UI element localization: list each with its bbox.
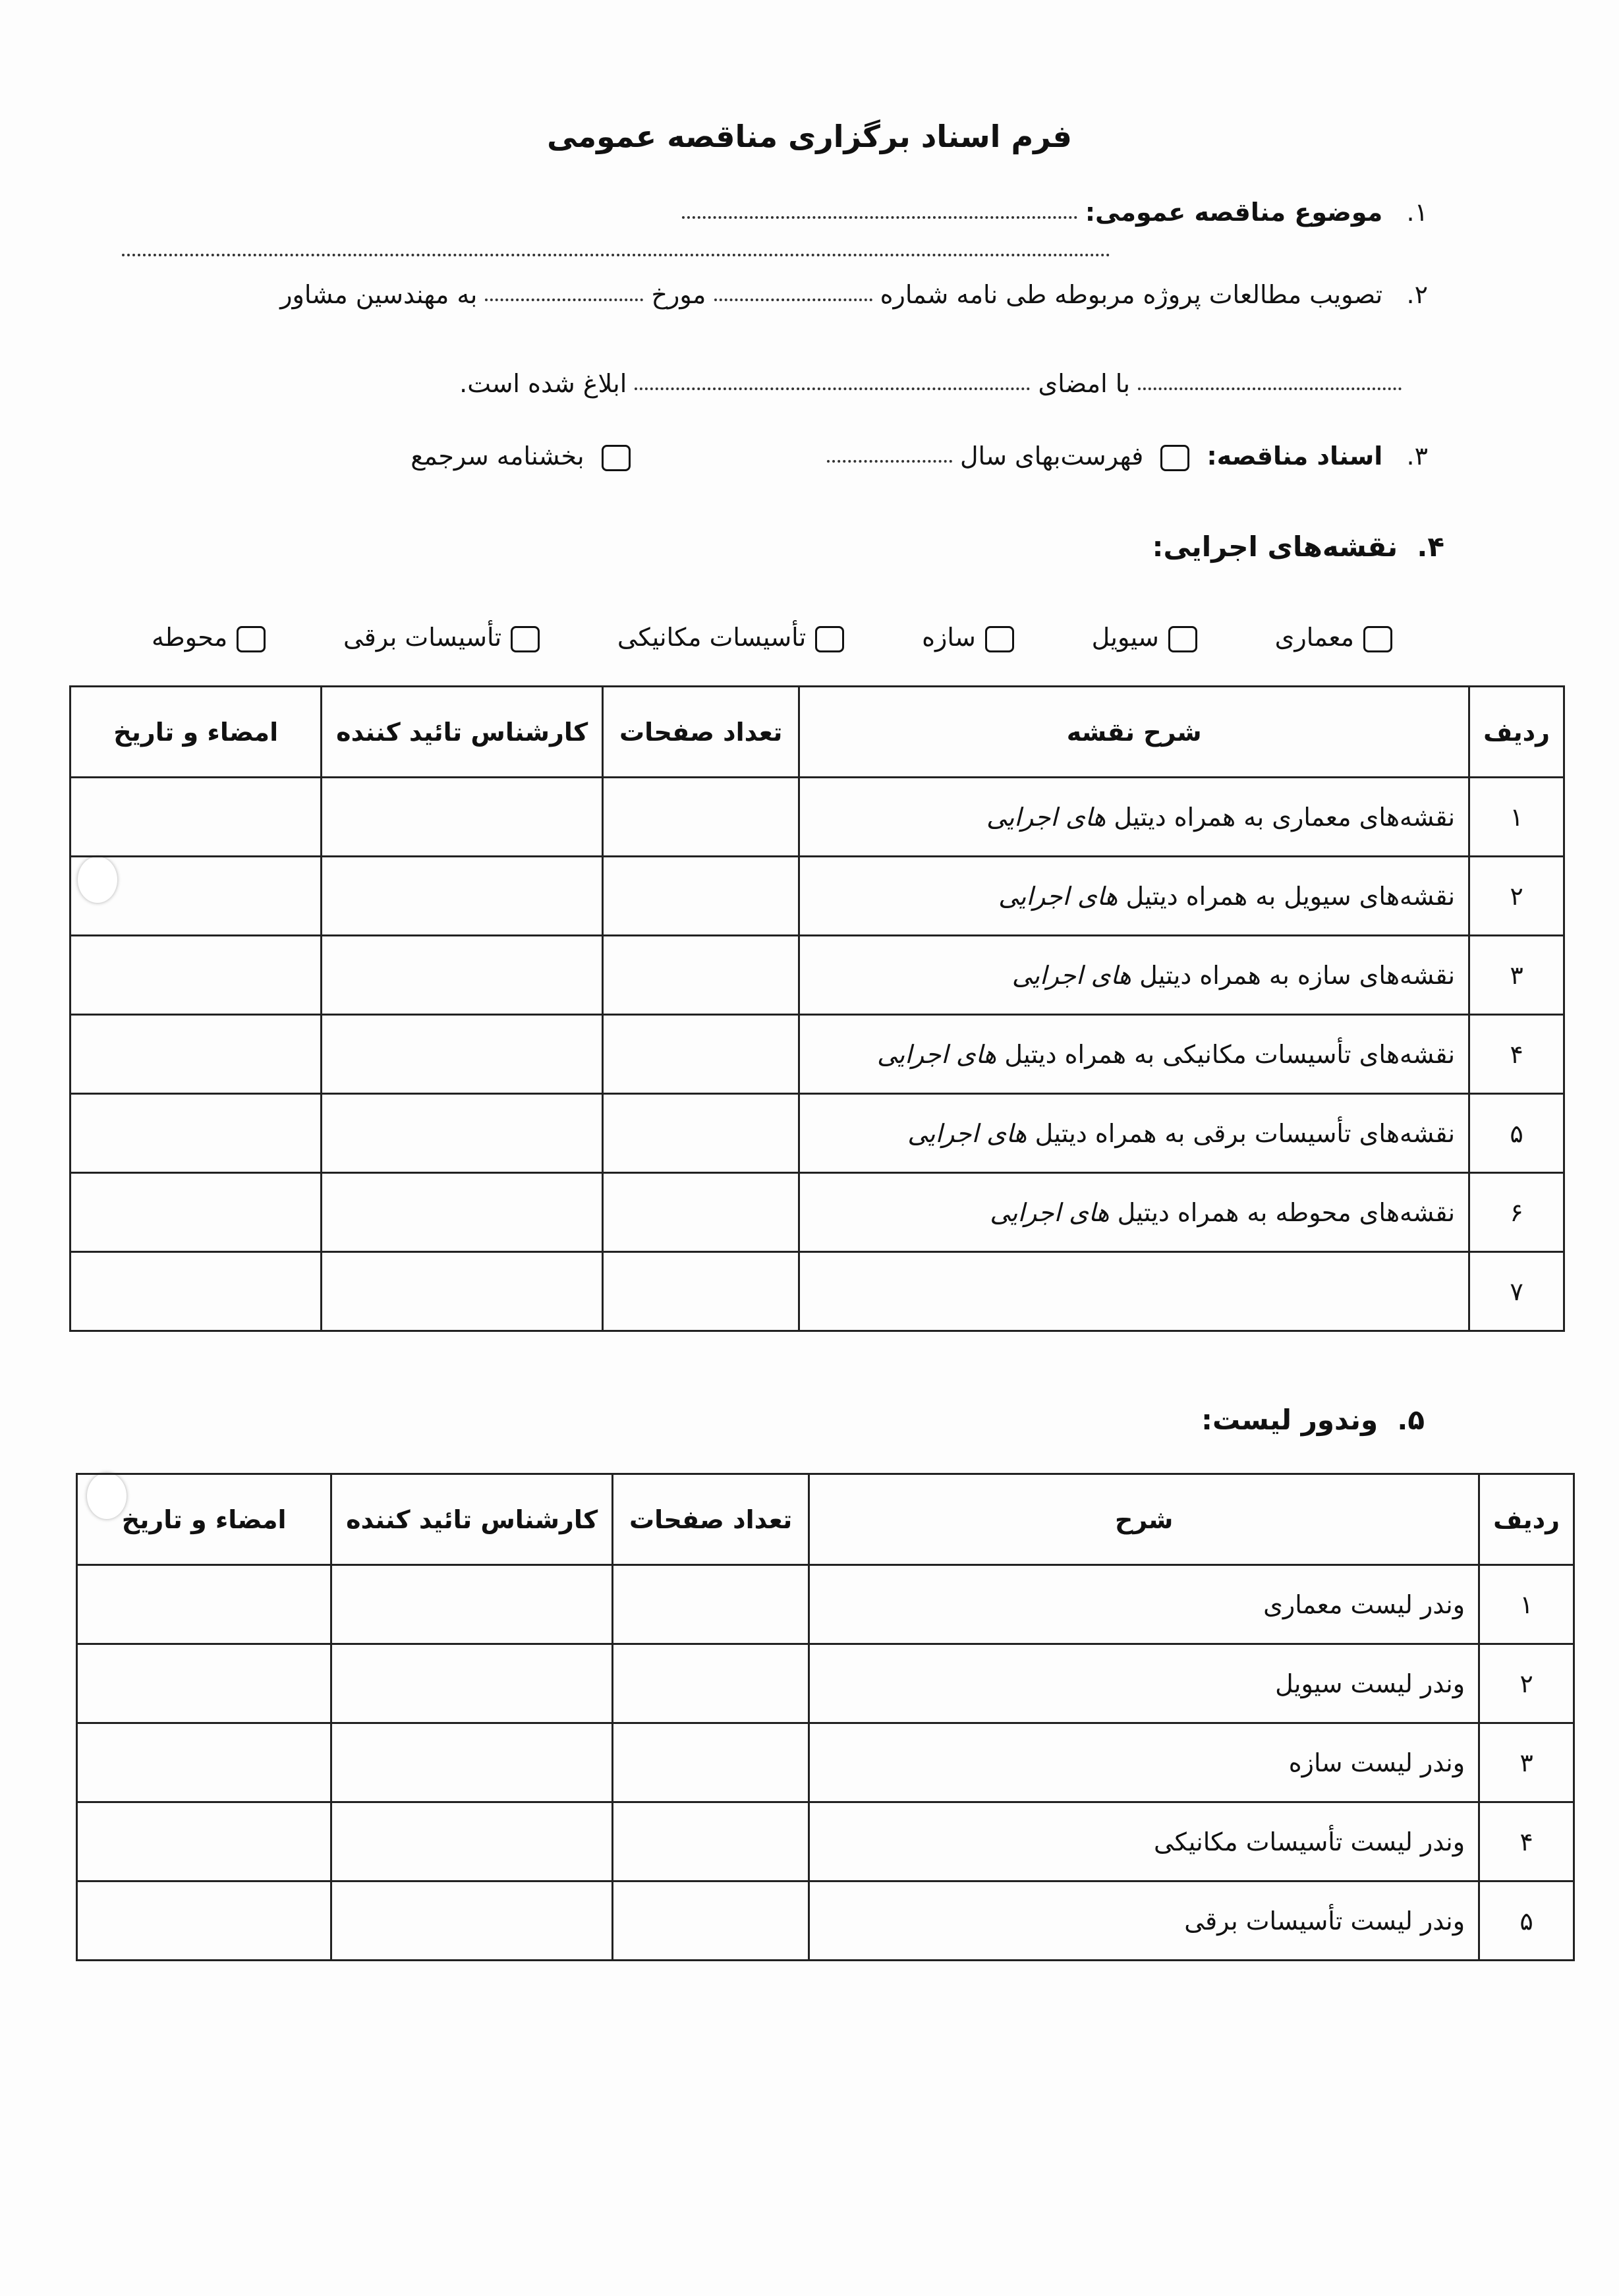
table-row <box>71 778 1564 857</box>
option-label: محوطه <box>152 623 228 652</box>
header-approver: کارشناس تائید کننده <box>322 687 603 778</box>
description-text: وندر لیست معماری <box>1263 1590 1465 1619</box>
row-number: ۳ <box>1469 936 1564 1015</box>
description-text: نقشه‌های سازه به همراه دیتیل <box>1139 960 1456 990</box>
checkbox[interactable] <box>237 626 266 652</box>
page-count-cell[interactable] <box>603 1015 799 1094</box>
table-row <box>77 1802 1574 1881</box>
page-count-cell[interactable] <box>613 1881 809 1961</box>
header-signature-date: امضاء و تاریخ <box>77 1474 331 1565</box>
row-number: ۱ <box>1479 1565 1574 1644</box>
item-number: ۴. <box>1417 531 1444 563</box>
page-count-cell[interactable] <box>603 1173 799 1252</box>
header-row-number: ردیف <box>1479 1474 1574 1565</box>
option-mechanical[interactable] <box>617 623 853 652</box>
checkbox[interactable] <box>985 626 1014 652</box>
table-row <box>71 1252 1564 1331</box>
page-count-cell[interactable] <box>603 936 799 1015</box>
description-suffix: های اجرایی <box>986 802 1106 832</box>
item-number: ۵. <box>1397 1404 1425 1436</box>
option-architecture[interactable] <box>1275 623 1402 652</box>
page-count-cell[interactable] <box>613 1565 809 1644</box>
page-count-cell[interactable] <box>613 1723 809 1802</box>
header-description: شرح نقشه <box>799 687 1469 778</box>
item-2-date-label: مورخ <box>651 280 706 309</box>
checkbox-price-list[interactable] <box>1160 445 1189 471</box>
checkbox[interactable] <box>511 626 540 652</box>
row-number: ۷ <box>1469 1252 1564 1331</box>
signature-date-cell[interactable] <box>71 1252 322 1331</box>
page-count-cell[interactable] <box>603 1094 799 1173</box>
table-row <box>71 1094 1564 1173</box>
approver-cell[interactable] <box>322 857 603 936</box>
table-header <box>77 1474 1574 1565</box>
approver-cell[interactable] <box>322 778 603 857</box>
approver-cell[interactable] <box>331 1881 613 1961</box>
approver-cell[interactable] <box>331 1802 613 1881</box>
option-label: سیویل <box>1091 623 1159 652</box>
approver-cell[interactable] <box>331 1644 613 1723</box>
description-text: وندر لیست تأسیسات مکانیکی <box>1154 1827 1465 1856</box>
description-suffix: های اجرایی <box>990 1197 1110 1227</box>
year-field[interactable] <box>827 453 952 463</box>
row-number: ۲ <box>1479 1644 1574 1723</box>
item-5-heading <box>1201 1404 1425 1436</box>
option-label: تأسیسات برقی <box>343 623 502 652</box>
item-2-end-text: ابلاغ شده است. <box>459 369 627 398</box>
description-text: نقشه‌های تأسیسات مکانیکی به همراه دیتیل <box>1004 1039 1456 1069</box>
description-text: نقشه‌های تأسیسات برقی به همراه دیتیل <box>1035 1118 1456 1148</box>
row-number: ۵ <box>1479 1881 1574 1961</box>
signature-date-cell[interactable] <box>77 1881 331 1961</box>
row-number: ۱ <box>1469 778 1564 857</box>
fill-line[interactable] <box>682 210 1077 219</box>
item-2-line-2 <box>459 369 1402 398</box>
signature-date-cell[interactable] <box>77 1723 331 1802</box>
header-page-count: تعداد صفحات <box>603 687 799 778</box>
row-number: ۴ <box>1469 1015 1564 1094</box>
header-page-count: تعداد صفحات <box>613 1474 809 1565</box>
row-description <box>799 1173 1469 1252</box>
approver-cell[interactable] <box>322 1015 603 1094</box>
description-text: نقشه‌های سیویل به همراه دیتیل <box>1125 881 1456 911</box>
drawings-table <box>69 685 1565 1332</box>
item-2 <box>280 280 1428 309</box>
description-suffix: های اجرایی <box>998 881 1118 911</box>
row-description <box>809 1802 1479 1881</box>
consultant-field[interactable] <box>1138 381 1402 390</box>
option-electrical[interactable] <box>343 623 549 652</box>
item-1 <box>682 198 1428 227</box>
description-text: وندر لیست تأسیسات برقی <box>1184 1906 1465 1936</box>
row-number: ۵ <box>1469 1094 1564 1173</box>
signature-date-cell[interactable] <box>71 1015 322 1094</box>
row-description <box>809 1723 1479 1802</box>
row-number: ۲ <box>1469 857 1564 936</box>
signature-field[interactable] <box>635 381 1030 390</box>
table-row <box>77 1881 1574 1961</box>
description-suffix: های اجرایی <box>1011 960 1131 990</box>
table-row <box>77 1565 1574 1644</box>
signature-date-cell[interactable] <box>77 1565 331 1644</box>
page-count-cell[interactable] <box>603 857 799 936</box>
item-2-signature-label: با امضای <box>1038 369 1130 398</box>
row-description <box>799 1015 1469 1094</box>
signature-date-cell[interactable] <box>77 1802 331 1881</box>
page-title: فرم اسناد برگزاری مناقصه عمومی <box>547 119 1072 154</box>
table-row <box>77 1723 1574 1802</box>
signature-date-cell[interactable] <box>71 857 322 936</box>
description-suffix: های اجرایی <box>876 1039 997 1069</box>
fill-line[interactable] <box>122 247 1110 256</box>
description-suffix: های اجرایی <box>907 1118 1027 1148</box>
row-description <box>809 1565 1479 1644</box>
description-text: وندر لیست سیویل <box>1275 1669 1465 1698</box>
description-text: نقشه‌های محوطه به همراه دیتیل <box>1117 1197 1456 1227</box>
page-count-cell[interactable] <box>613 1644 809 1723</box>
approver-cell[interactable] <box>322 1094 603 1173</box>
item-number: ۳. <box>1406 442 1428 471</box>
signature-date-cell[interactable] <box>71 936 322 1015</box>
item-4-heading <box>1152 531 1444 563</box>
checkbox-lump-sum[interactable] <box>602 445 631 471</box>
description-text: وندر لیست سازه <box>1288 1748 1465 1777</box>
table-header <box>71 687 1564 778</box>
page-count-cell[interactable] <box>603 1252 799 1331</box>
lump-sum-label: بخشنامه سرجمع <box>411 442 584 471</box>
item-3-label: اسناد مناقصه: <box>1207 442 1383 471</box>
date-field[interactable] <box>485 292 643 301</box>
vendor-list-table <box>76 1473 1575 1961</box>
drawing-type-options <box>152 623 1402 652</box>
header-approver: کارشناس تائید کننده <box>331 1474 613 1565</box>
row-number: ۶ <box>1469 1173 1564 1252</box>
option-label: تأسیسات مکانیکی <box>617 623 807 652</box>
row-number: ۳ <box>1479 1723 1574 1802</box>
approver-cell[interactable] <box>331 1565 613 1644</box>
row-description <box>809 1644 1479 1723</box>
row-description <box>799 857 1469 936</box>
item-1-label: موضوع مناقصه عمومی: <box>1085 198 1383 227</box>
approver-cell[interactable] <box>322 936 603 1015</box>
header-signature-date: امضاء و تاریخ <box>71 687 322 778</box>
checkbox[interactable] <box>1363 626 1392 652</box>
table-row <box>71 857 1564 936</box>
signature-date-cell[interactable] <box>71 1094 322 1173</box>
page-count-cell[interactable] <box>613 1802 809 1881</box>
description-text: نقشه‌های معماری به همراه دیتیل <box>1114 802 1456 832</box>
option-civil[interactable] <box>1092 623 1207 652</box>
approver-cell[interactable] <box>331 1723 613 1802</box>
row-description <box>799 936 1469 1015</box>
table-row <box>77 1644 1574 1723</box>
signature-date-cell[interactable] <box>77 1644 331 1723</box>
approver-cell[interactable] <box>322 1252 603 1331</box>
row-number: ۴ <box>1479 1802 1574 1881</box>
price-list-label: فهرست‌بهای سال <box>959 442 1144 471</box>
row-description <box>799 1094 1469 1173</box>
signature-date-cell[interactable] <box>71 778 322 857</box>
letter-number-field[interactable] <box>714 292 872 301</box>
row-description <box>799 778 1469 857</box>
table-row <box>71 1173 1564 1252</box>
header-description: شرح <box>809 1474 1479 1565</box>
item-4-label: نقشه‌های اجرایی: <box>1152 531 1398 563</box>
option-label: معماری <box>1274 623 1354 652</box>
row-description <box>799 1252 1469 1331</box>
table-row <box>71 936 1564 1015</box>
page-count-cell[interactable] <box>603 778 799 857</box>
option-label: سازه <box>922 623 976 652</box>
signature-date-cell[interactable] <box>71 1173 322 1252</box>
header-row-number: ردیف <box>1469 687 1564 778</box>
table-row <box>71 1015 1564 1094</box>
option-site[interactable] <box>152 623 275 652</box>
item-3 <box>411 442 1428 471</box>
checkbox[interactable] <box>815 626 844 652</box>
option-structure[interactable] <box>922 623 1023 652</box>
item-number: ۲. <box>1406 280 1428 309</box>
item-2-text: تصویب مطالعات پروژه مربوطه طی نامه شماره <box>880 280 1383 309</box>
row-description <box>809 1881 1479 1961</box>
item-5-label: وندور لیست: <box>1201 1404 1378 1436</box>
approver-cell[interactable] <box>322 1173 603 1252</box>
checkbox[interactable] <box>1168 626 1197 652</box>
item-number: ۱. <box>1406 198 1428 227</box>
item-2-consultant-label: به مهندسین مشاور <box>280 280 478 309</box>
